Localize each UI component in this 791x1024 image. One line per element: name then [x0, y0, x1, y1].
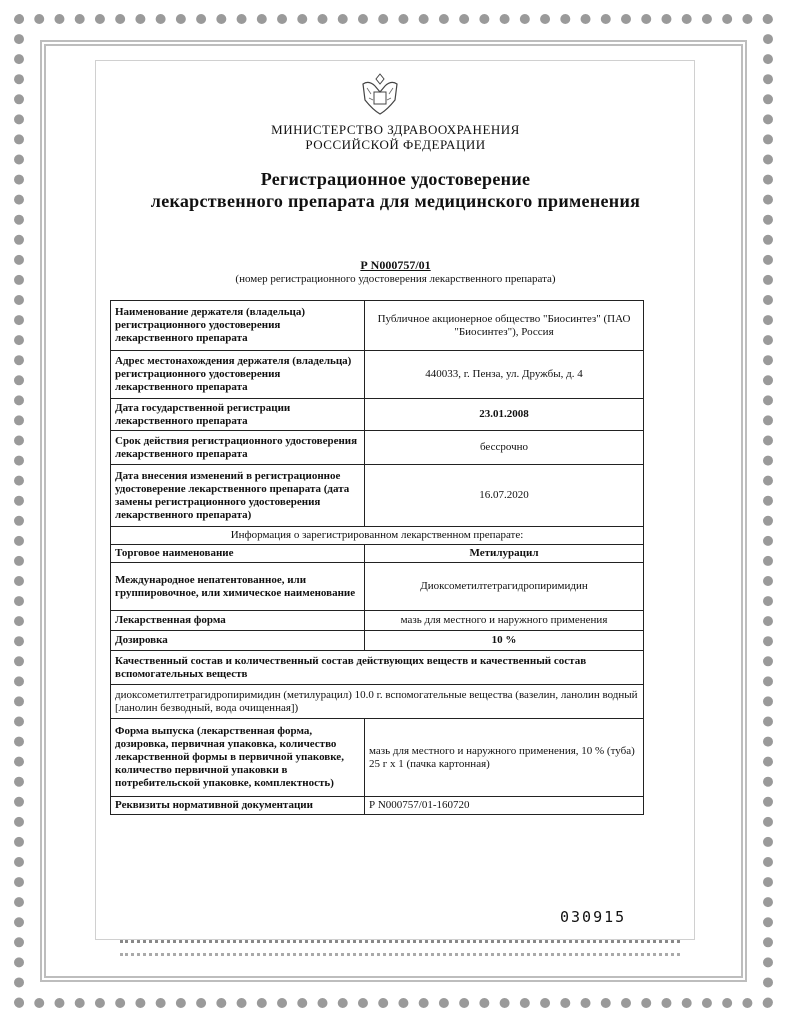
dosage-form-value: мазь для местного и наружного применения	[365, 611, 644, 631]
registration-date-value: 23.01.2008	[365, 399, 644, 431]
composition-value: диоксометилтетрагидропиримидин (метилурацил) 10.0 г. вспомогательные вещества (вазелин, ланолин водный [ланолин безводный, вода очищенная])	[111, 685, 644, 719]
table-row	[111, 563, 644, 611]
table-row	[111, 685, 644, 719]
holder-address-value: 440033, г. Пенза, ул. Дружбы, д. 4	[365, 351, 644, 399]
release-form-value: мазь для местного и наружного применения, 10 % (туба) 25 г x 1 (пачка картонная)	[365, 719, 644, 797]
drug-info-heading: Информация о зарегистрированном лекарственном препарате:	[111, 527, 644, 545]
certificate-title-line2: лекарственного препарата для медицинского применения	[150, 191, 641, 211]
ministry-name-line1: МИНИСТЕРСТВО ЗДРАВООХРАНЕНИЯ	[271, 122, 520, 137]
registration-number-caption: (номер регистрационного удостоверения лекарственного препарата)	[235, 273, 556, 285]
trade-name-value: Метилурацил	[365, 545, 644, 563]
change-date-value: 16.07.2020	[365, 465, 644, 527]
table-row	[111, 399, 644, 431]
table-row	[111, 719, 644, 797]
certificate-title-line1: Регистрационное удостоверение	[260, 169, 531, 189]
dosage-value: 10 %	[365, 631, 644, 651]
registration-details-table	[110, 300, 644, 815]
table-row	[111, 301, 644, 351]
holder-name-label: Наименование держателя (владельца) регистрационного удостоверения лекарственного препарата	[111, 301, 365, 351]
table-row	[111, 465, 644, 527]
release-form-label: Форма выпуска (лекарственная форма, дозировка, первичная упаковка, количество лекарственной формы в первичной упаковке, количество первичной упаковки в потребительской упаковке, комплектность)	[111, 719, 365, 797]
table-row	[111, 651, 644, 685]
inn-value: Диоксометилтетрагидропиримидин	[365, 563, 644, 611]
form-serial-number: 030915	[560, 908, 627, 926]
validity-value: бессрочно	[365, 431, 644, 465]
table-row	[111, 527, 644, 545]
table-row	[111, 431, 644, 465]
registration-date-label: Дата государственной регистрации лекарственного препарата	[111, 399, 365, 431]
coat-of-arms-icon	[355, 70, 405, 118]
change-date-label: Дата внесения изменений в регистрационное удостоверение лекарственного препарата (дата замены регистрационного удостоверения лекарственного препарата)	[111, 465, 365, 527]
ministry-name-line2: РОССИЙСКОЙ ФЕДЕРАЦИИ	[305, 137, 486, 152]
dosage-form-label: Лекарственная форма	[111, 611, 365, 631]
inn-label: Международное непатентованное, или группировочное, или химическое наименование	[111, 563, 365, 611]
validity-label: Срок действия регистрационного удостоверения лекарственного препарата	[111, 431, 365, 465]
table-row	[111, 797, 644, 815]
table-row	[111, 631, 644, 651]
holder-address-label: Адрес местонахождения держателя (владельца) регистрационного удостоверения лекарственного препарата	[111, 351, 365, 399]
composition-label: Качественный состав и количественный состав действующих веществ и качественный состав вспомогательных веществ	[111, 651, 644, 685]
normative-docs-label: Реквизиты нормативной документации	[111, 797, 365, 815]
table-row	[111, 611, 644, 631]
decorative-bottom-band	[120, 940, 680, 956]
table-row	[111, 351, 644, 399]
holder-name-value: Публичное акционерное общество "Биосинтез" (ПАО "Биосинтез"), Россия	[365, 301, 644, 351]
registration-number: Р N000757/01	[360, 258, 431, 272]
trade-name-label: Торговое наименование	[111, 545, 365, 563]
table-row	[111, 545, 644, 563]
normative-docs-value: Р N000757/01-160720	[365, 797, 644, 815]
dosage-label: Дозировка	[111, 631, 365, 651]
